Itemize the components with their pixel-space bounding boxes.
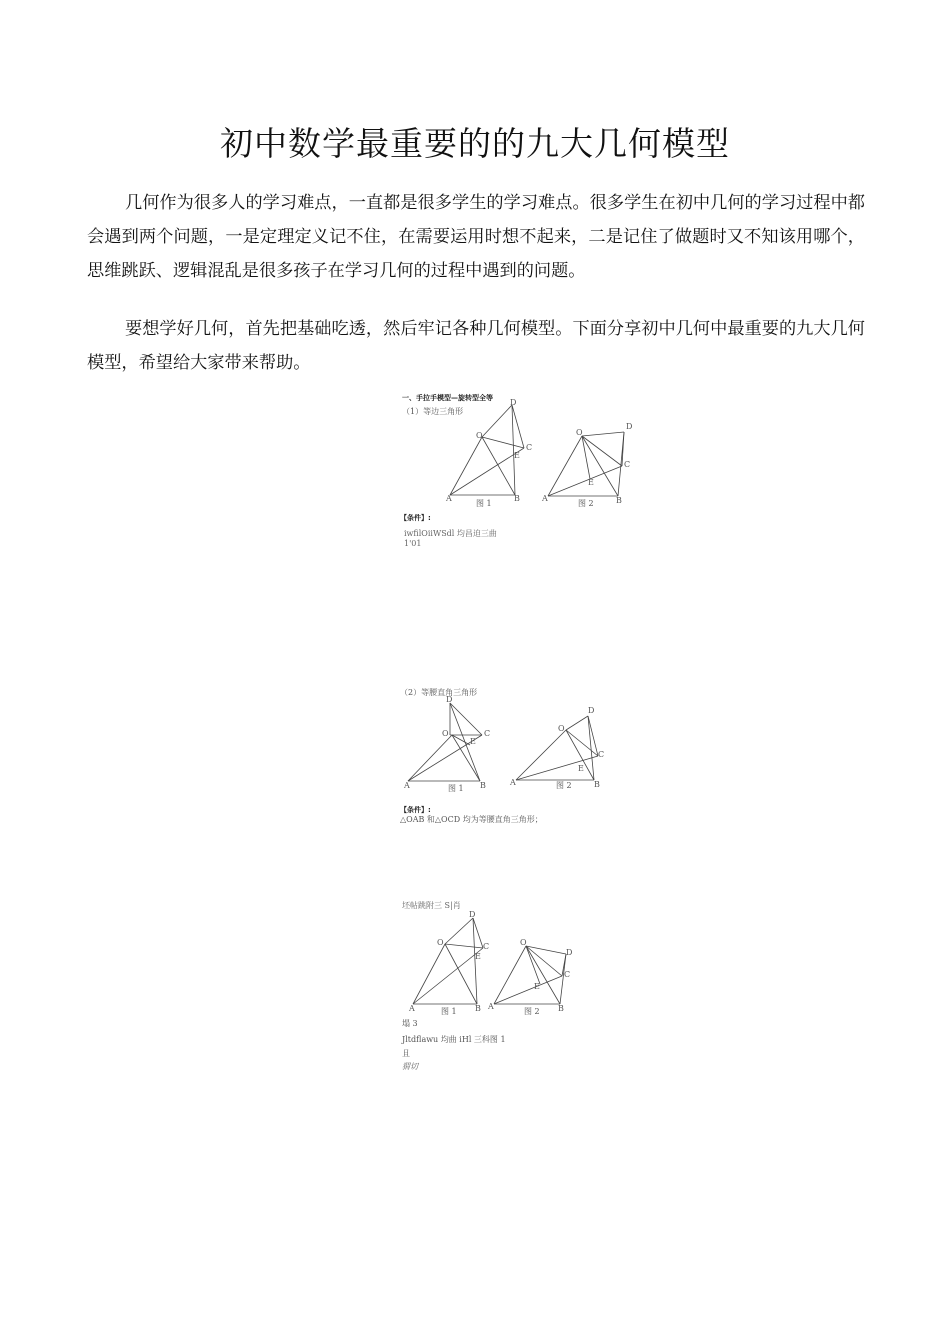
figure2-diagram-1 xyxy=(400,695,500,795)
figure2-subheading: （2）等腰直角三角形 xyxy=(400,688,478,697)
fig2-point-b: B xyxy=(480,781,486,790)
fig2b-point-b: B xyxy=(594,780,600,789)
figure2-fig2-label: 图 2 xyxy=(556,781,572,790)
figure1-note-1: iwfilOiiWSdl 均昌迫三曲 xyxy=(404,529,497,538)
fig2b-point-a: A xyxy=(510,778,516,787)
fig3b-point-e: E xyxy=(534,982,540,991)
fig1b-point-e: E xyxy=(588,478,594,487)
fig2-point-c: C xyxy=(484,729,491,738)
fig3-point-a: A xyxy=(409,1004,415,1013)
fig3-point-e: E xyxy=(475,952,481,961)
figure3-footer-3: 且 xyxy=(402,1049,410,1058)
fig1-point-e: E xyxy=(514,451,520,460)
figure1-fig2-label: 图 2 xyxy=(578,499,594,508)
fig2b-point-o: O xyxy=(558,724,565,733)
figure1-fig1-label: 图 1 xyxy=(476,499,492,508)
fig3b-point-b: B xyxy=(558,1004,564,1013)
fig1b-point-d: D xyxy=(626,422,633,431)
fig3b-point-d: D xyxy=(566,948,573,957)
figure2-condition-label: 【条件】: xyxy=(400,806,431,814)
intro-paragraph-2: 要想学好几何，首先把基础吃透，然后牢记各种几何模型。下面分享初中几何中最重要的九大几何模型，希望给大家带来帮助。 xyxy=(87,319,865,373)
figure2-diagram-2 xyxy=(510,706,610,790)
fig2b-point-e: E xyxy=(578,764,584,773)
intro-paragraph-1: 几何作为很多人的学习难点，一直都是很多学生的学习难点。很多学生在初中几何的学习过程中都会遇到两个问题，一是定理定义记不住，在需要运用时想不起来，二是记住了做题时又不知该用哪个，思维跳跃、逻辑混乱是很多孩子在学习几何的过程中遇到的问题。 xyxy=(87,193,865,281)
document-title: 初中数学最重要的的九大几何模型 xyxy=(220,124,730,163)
fig1b-point-b: B xyxy=(616,496,622,505)
figure3-fig1-label: 图 1 xyxy=(441,1007,457,1016)
fig3b-point-c: C xyxy=(564,970,571,979)
fig1b-point-o: O xyxy=(576,428,583,437)
fig1-point-c: C xyxy=(526,443,533,452)
fig3-point-c: C xyxy=(483,942,490,951)
fig2b-point-c: C xyxy=(598,750,605,759)
fig3-point-d: D xyxy=(469,910,476,919)
fig1-point-d: D xyxy=(510,398,517,407)
fig2-point-o: O xyxy=(442,729,449,738)
figure2-condition-text: △OAB 和△OCD 均为等腰直角三角形； xyxy=(400,815,543,824)
figure3-diagram-1 xyxy=(405,910,495,1016)
figure3-footer-1: 塌 3 xyxy=(402,1019,418,1028)
fig1-point-a: A xyxy=(446,494,452,503)
fig2-point-d: D xyxy=(446,695,453,704)
fig3-point-o: O xyxy=(437,938,444,947)
fig1b-point-a: A xyxy=(542,494,548,503)
figure3-footer-2: Jltdflawu 均曲 iHl 三科图 1 xyxy=(402,1035,506,1044)
figure1-diagram-1-svg xyxy=(440,398,535,510)
figure1-diagram-1 xyxy=(440,398,535,510)
fig2b-point-d: D xyxy=(588,706,595,715)
fig1-point-b: B xyxy=(514,494,520,503)
figure1-condition-label: 【条件】: xyxy=(400,514,431,522)
figure1-subheading: （1）等边三角形 xyxy=(402,407,464,416)
figure3-footer-4: 猬切 xyxy=(402,1062,418,1071)
fig2-point-e: E xyxy=(470,737,476,746)
figure3-fig2-label: 图 2 xyxy=(524,1007,540,1016)
figure1-heading: 一、手拉手模型—旋转型全等 xyxy=(402,394,493,402)
figure3-diagram-2 xyxy=(488,936,578,1016)
figure2-diagram-2-svg xyxy=(510,710,610,790)
figure3-heading: 坯帖跳附三 S|肖 xyxy=(402,901,461,910)
figure2-diagram-1-svg xyxy=(400,695,500,795)
fig3b-point-a: A xyxy=(488,1002,494,1011)
fig1b-point-c: C xyxy=(624,460,631,469)
fig3-point-b: B xyxy=(475,1004,481,1013)
figure2-fig1-label: 图 1 xyxy=(448,784,464,793)
figure1-diagram-2 xyxy=(540,424,635,510)
fig1-point-o: O xyxy=(476,431,483,440)
figure1-note-2: 1'01 xyxy=(404,539,422,548)
fig2-point-a: A xyxy=(404,781,410,790)
figure3-diagram-1-svg xyxy=(405,912,495,1012)
fig3b-point-o: O xyxy=(520,938,527,947)
